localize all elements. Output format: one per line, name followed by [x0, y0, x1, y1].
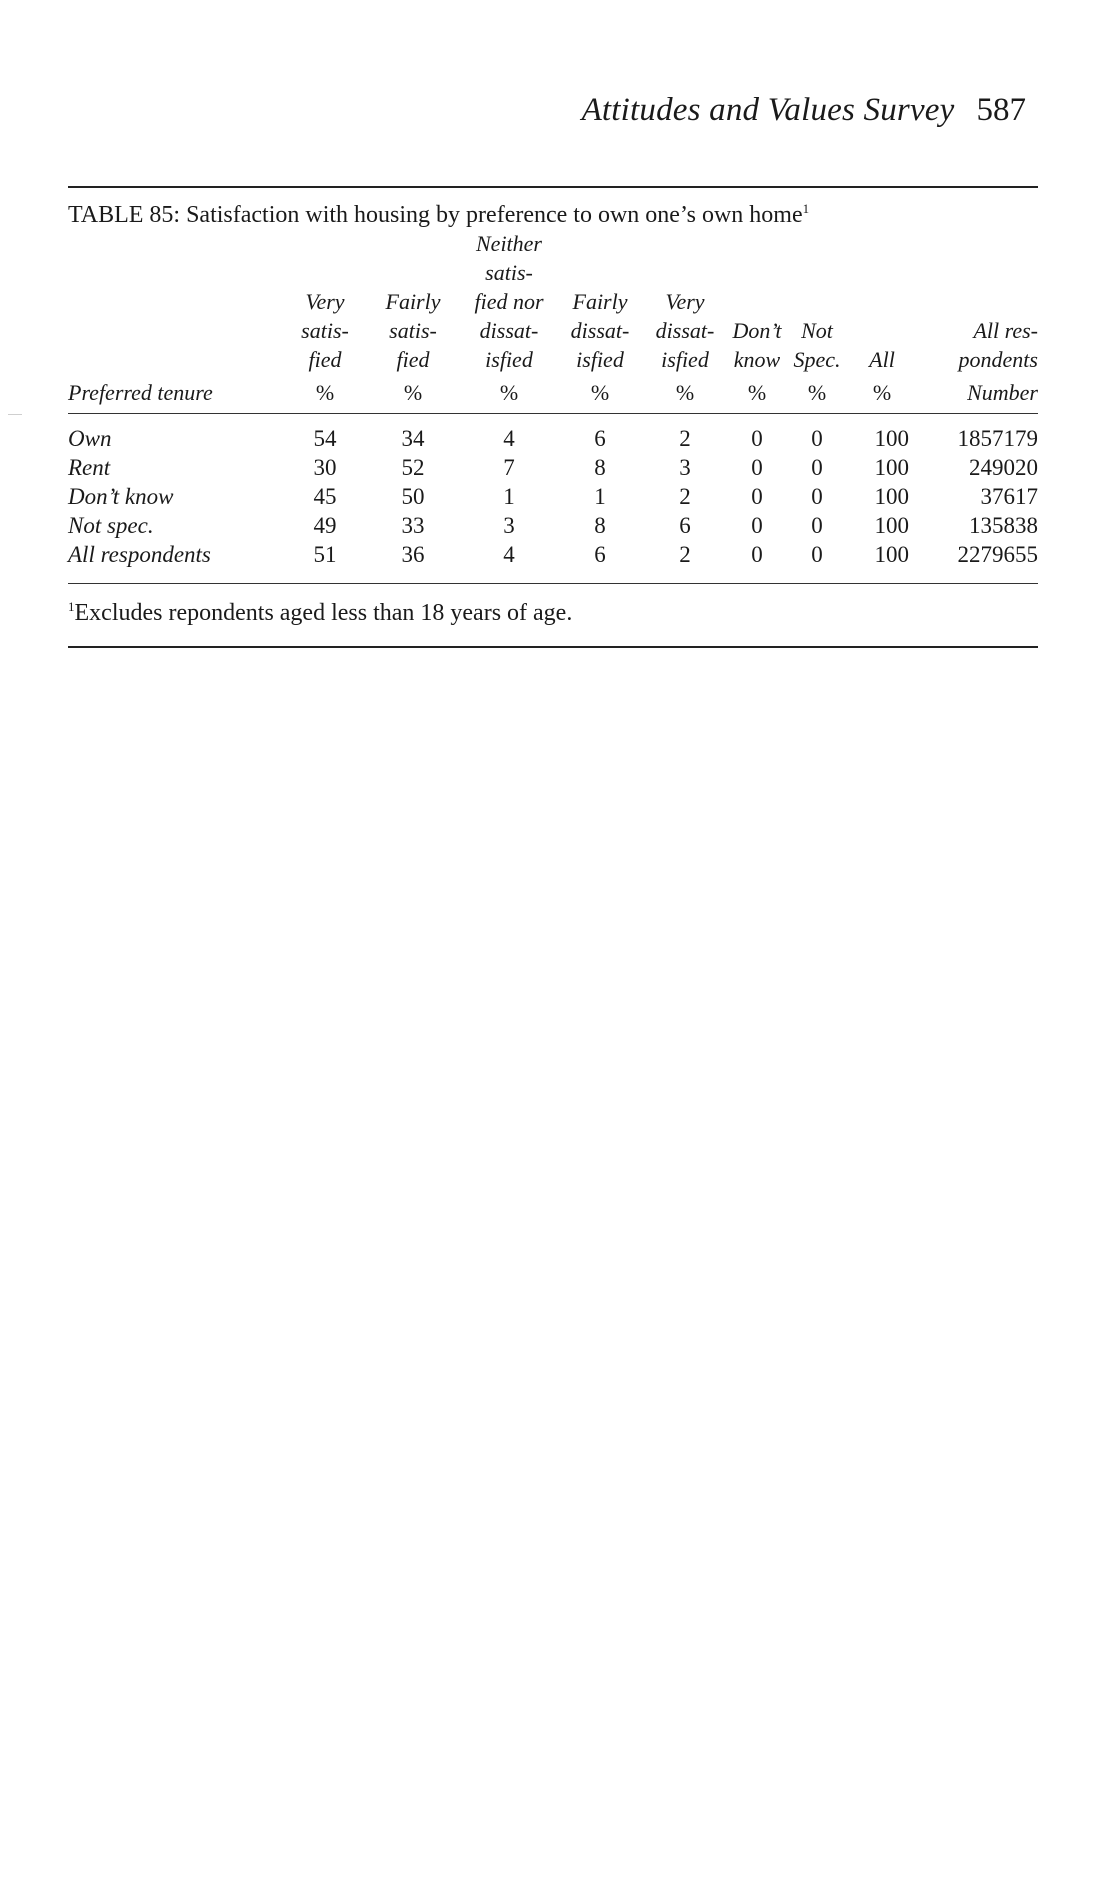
column-unit: Number: [967, 380, 1038, 405]
column-header-line: Very: [305, 289, 345, 314]
column-header-line: satis-: [301, 318, 349, 343]
table-cell: 45: [313, 484, 337, 509]
table-top-rule: [68, 186, 1038, 188]
column-header-line: know: [733, 347, 781, 372]
table-cell: 100: [874, 513, 909, 538]
column-header-line: isfied: [661, 347, 709, 372]
table-cell: 4: [503, 542, 515, 567]
table-cell: 0: [751, 513, 763, 538]
table-row: [68, 511, 1038, 540]
table-cell: 2279655: [957, 542, 1038, 567]
table-cell: 37617: [980, 484, 1038, 509]
table-cell: 54: [313, 426, 337, 451]
column-header: [559, 229, 641, 414]
table-cell: 0: [811, 455, 823, 480]
column-unit: %: [499, 380, 519, 405]
table-cell: 3: [503, 513, 515, 538]
table-row: [68, 482, 1038, 511]
table-row: [68, 540, 1038, 583]
table-cell: 51: [313, 542, 337, 567]
running-head-title: Attitudes and Values Survey: [581, 92, 955, 128]
column-header: [367, 229, 459, 414]
column-header-line: All: [869, 347, 895, 372]
table-cell: 33: [401, 513, 425, 538]
column-unit: %: [747, 380, 767, 405]
column-header-line: satis-: [389, 318, 437, 343]
table-cell: 2: [679, 542, 691, 567]
column-header-line: dissat-: [655, 318, 715, 343]
table-cell: 1: [594, 484, 606, 509]
table-cell: 135838: [969, 513, 1038, 538]
row-label: All respondents: [68, 542, 211, 567]
table-cell: 36: [401, 542, 425, 567]
row-label: Don’t know: [68, 484, 174, 509]
caption-note-mark: 1: [802, 201, 810, 216]
table-caption-text: TABLE 85: Satisfaction with housing by preference to own one’s own home: [68, 202, 803, 228]
running-head: [582, 92, 1026, 129]
table-cell: 0: [811, 484, 823, 509]
table-cell: 8: [594, 513, 606, 538]
column-header: [641, 229, 729, 414]
table-cell: 49: [313, 513, 337, 538]
table-cell: 0: [811, 542, 823, 567]
column-header: [283, 229, 367, 414]
column-header-line: fied nor: [474, 289, 544, 314]
footnote: [68, 584, 1038, 646]
table-cell: 100: [874, 455, 909, 480]
table-cell: 2: [679, 484, 691, 509]
column-header-line: Neither: [476, 231, 542, 256]
column-header: [68, 229, 283, 414]
column-header-line: All res-: [973, 318, 1038, 343]
table-cell: 6: [679, 513, 691, 538]
column-header: [459, 229, 559, 414]
column-header: [729, 229, 785, 414]
column-header-line: isfied: [485, 347, 533, 372]
table-cell: 34: [401, 426, 425, 451]
table-cell: 0: [811, 426, 823, 451]
column-unit: %: [403, 380, 423, 405]
table-cell: 1857179: [957, 426, 1038, 451]
column-unit: %: [807, 380, 827, 405]
column-unit: %: [872, 380, 892, 405]
table-row: [68, 453, 1038, 482]
table-cell: 4: [503, 426, 515, 451]
column-header-line: fied: [396, 347, 430, 372]
table-cell: 100: [874, 484, 909, 509]
table-block: [68, 186, 1038, 648]
footnote-mark: 1: [68, 599, 75, 614]
data-table: [68, 229, 1038, 583]
column-header-line: dissat-: [570, 318, 630, 343]
footnote-text: Excludes repondents aged less than 18 years of age.: [74, 600, 573, 626]
table-cell: 100: [874, 542, 909, 567]
table-cell: 2: [679, 426, 691, 451]
column-header-line: fied: [308, 347, 342, 372]
row-label: Rent: [68, 455, 111, 480]
column-header-line: dissat-: [479, 318, 539, 343]
column-header-line: Very: [665, 289, 705, 314]
column-header: [915, 229, 1038, 414]
column-header-line: Spec.: [793, 347, 841, 372]
margin-mark: [8, 414, 22, 415]
column-unit: %: [315, 380, 335, 405]
table-cell: 3: [679, 455, 691, 480]
table-cell: 0: [811, 513, 823, 538]
column-header-line: pondents: [958, 347, 1038, 372]
table-cell: 0: [751, 484, 763, 509]
column-header-line: Not: [801, 318, 833, 343]
footnote-rule: [68, 646, 1038, 648]
column-header: [849, 229, 915, 414]
row-label-header: Preferred tenure: [68, 380, 213, 405]
header-row: [68, 229, 1038, 414]
column-unit: %: [590, 380, 610, 405]
page-number: 587: [976, 92, 1026, 128]
column-header-line: Don’t: [732, 318, 782, 343]
column-header-line: Fairly: [385, 289, 441, 314]
table-cell: 100: [874, 426, 909, 451]
table-cell: 1: [503, 484, 515, 509]
table-cell: 0: [751, 426, 763, 451]
column-header-line: satis-: [485, 260, 533, 285]
table-body: [68, 414, 1038, 584]
table-cell: 52: [401, 455, 425, 480]
table-row: [68, 414, 1038, 454]
column-header: [785, 229, 849, 414]
table-cell: 30: [313, 455, 337, 480]
column-header-line: isfied: [576, 347, 624, 372]
table-cell: 6: [594, 542, 606, 567]
table-header: [68, 229, 1038, 414]
table-cell: 8: [594, 455, 606, 480]
table-cell: 6: [594, 426, 606, 451]
column-header-line: Fairly: [572, 289, 628, 314]
row-label: Own: [68, 426, 112, 451]
row-label: Not spec.: [68, 513, 154, 538]
table-cell: 249020: [969, 455, 1038, 480]
column-unit: %: [675, 380, 695, 405]
table-cell: 0: [751, 542, 763, 567]
table-caption: [68, 195, 1038, 229]
table-cell: 0: [751, 455, 763, 480]
table-cell: 50: [401, 484, 425, 509]
table-cell: 7: [503, 455, 515, 480]
